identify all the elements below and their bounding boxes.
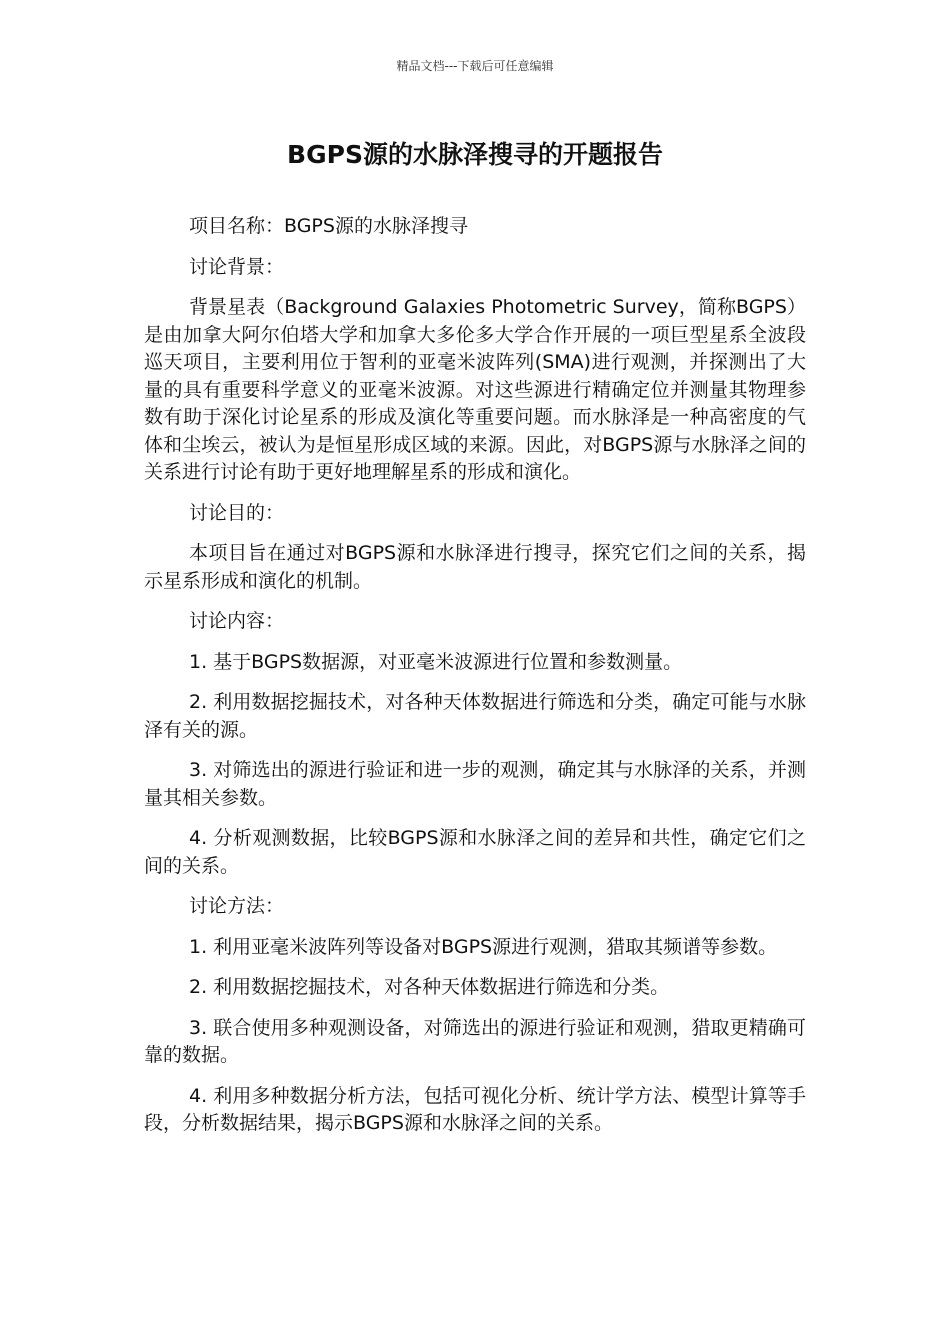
header-note: 精品文档---下载后可任意编辑 — [396, 59, 554, 73]
method-item-3: 3. 联合使用多种观测设备，对筛选出的源进行验证和观测，猎取更精确可靠的数据。 — [144, 1016, 806, 1066]
document-body — [144, 213, 806, 1151]
background-heading: 讨论背景： — [189, 255, 285, 278]
content-item-4: 4. 分析观测数据，比较BGPS源和水脉泽之间的差异和共性，确定它们之间的关系。 — [144, 827, 806, 877]
method-heading: 讨论方法： — [189, 895, 285, 917]
purpose-paragraph: 本项目旨在通过对BGPS源和水脉泽进行搜寻，探究它们之间的关系，揭示星系形成和演化的机制。 — [144, 542, 806, 592]
project-name-paragraph: 项目名称：BGPS源的水脉泽搜寻 — [189, 215, 468, 237]
method-item-2: 2. 利用数据挖掘技术，对各种天体数据进行筛选和分类。 — [189, 976, 670, 998]
method-item-4: 4. 利用多种数据分析方法，包括可视化分析、统计学方法、模型计算等手段，分析数据结果，揭示BGPS源和水脉泽之间的关系。 — [144, 1084, 806, 1134]
content-item-2: 2. 利用数据挖掘技术，对各种天体数据进行筛选和分类，确定可能与水脉泽有关的源。 — [144, 691, 806, 741]
content-item-1: 1. 基于BGPS数据源，对亚毫米波源进行位置和参数测量。 — [189, 650, 683, 673]
content-item-3: 3. 对筛选出的源进行验证和进一步的观测，确定其与水脉泽的关系，并测量其相关参数。 — [144, 759, 806, 809]
purpose-heading: 讨论目的： — [189, 501, 285, 524]
background-paragraph: 背景星表（Background Galaxies Photometric Survey，简称BGPS）是由加拿大阿尔伯塔大学和加拿大多伦多大学合作开展的一项巨型星系全波段巡天项目，主要利用位于智利的亚毫米波阵列(SMA)进行观测，并探测出了大量的具有重要科学意义的亚毫米波源。对这些源进行精确定位并测量其物理参数有助于深化讨论星系的形成及演化等重要问题。而水脉泽是一种高密度的气体和尘埃云，被认为是恒星形成区域的来源。因此，对BGPS源与水脉泽之间的关系进行讨论有助于更好地理解星系的形成和演化。 — [144, 296, 806, 483]
document-title: BGPS源的水脉泽搜寻的开题报告 — [287, 140, 663, 169]
content-heading: 讨论内容： — [189, 610, 285, 632]
method-item-1: 1. 利用亚毫米波阵列等设备对BGPS源进行观测，猎取其频谱等参数。 — [189, 935, 778, 958]
